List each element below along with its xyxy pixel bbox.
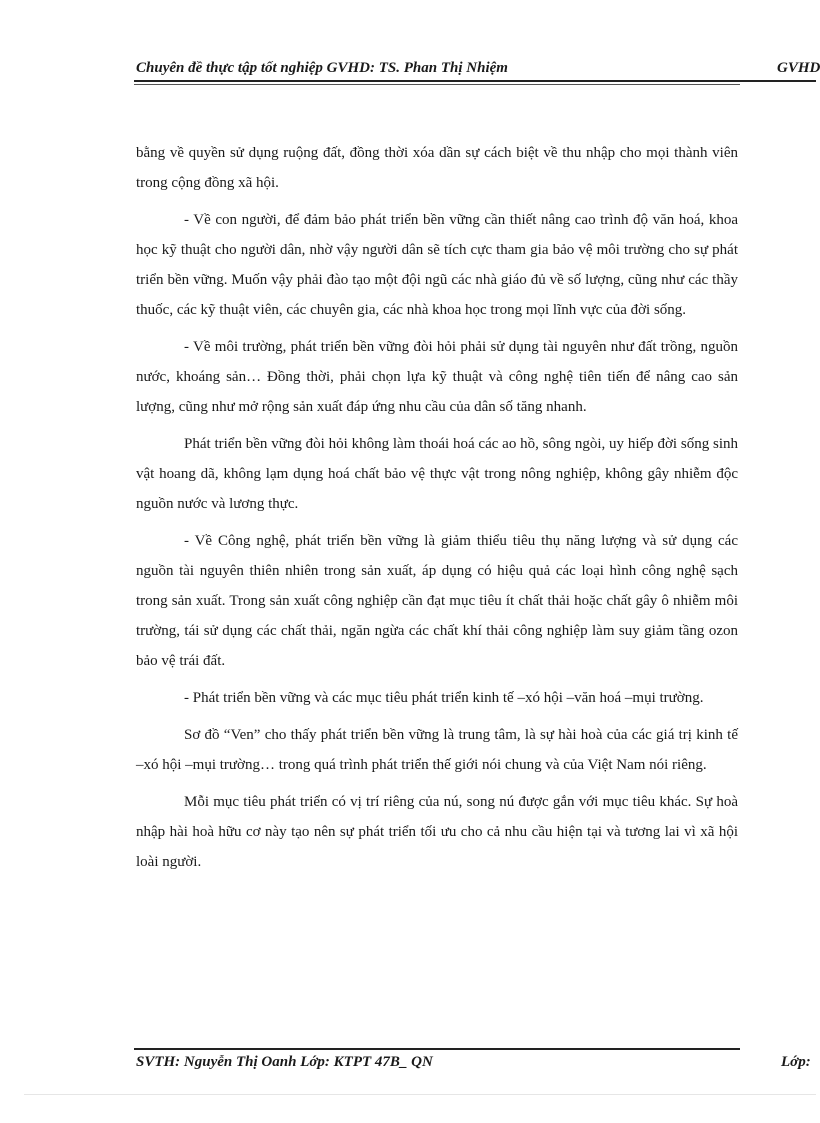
header-rule — [134, 80, 816, 82]
header-title: Chuyên đề thực tập tốt nghiệp GVHD: TS. Phan Thị Nhiệm — [136, 60, 508, 76]
paragraph: bằng về quyền sử dụng ruộng đất, đồng thời xóa dần sự cách biệt về thu nhập cho mọi thành viên trong cộng đồng xã hội. — [136, 145, 738, 191]
footer-right-text: Lớp: — [781, 1054, 811, 1070]
page-bottom-divider — [24, 1094, 816, 1095]
page-footer — [136, 1054, 816, 1076]
paragraph: Sơ đồ “Ven” cho thấy phát triển bền vững là trung tâm, là sự hài hoà của các giá trị kinh tế –xó hội –mụi trường… trong quá trình phát triển thế giới nói chung và của Việt Nam nói riêng. — [136, 727, 738, 773]
paragraph: - Về Công nghệ, phát triển bền vững là giảm thiểu tiêu thụ năng lượng và sử dụng các nguồn tài nguyên thiên nhiên trong sản xuất, áp dụng có hiệu quả các loại hình công nghệ sạch trong sản xuất. Trong sản xuất công nghiệp cần đạt mục tiêu ít chất thải hoặc chất gây ô nhiễm môi trường, tái sử dụng các chất thải, ngăn ngừa các chất khí thải công nghiệp làm suy giảm tầng ozon bảo vệ trái đất. — [136, 533, 738, 669]
paragraph: - Về môi trường, phát triển bền vững đòi hỏi phải sử dụng tài nguyên như đất trồng, nguồn nước, khoáng sản… Đồng thời, phải chọn lựa kỹ thuật và công nghệ tiên tiến để nâng cao sản lượng, cũng như mở rộng sản xuất đáp ứng nhu cầu của dân số tăng nhanh. — [136, 339, 738, 415]
footer-rule — [134, 1048, 740, 1050]
page-body — [136, 138, 738, 884]
page-header — [136, 60, 820, 82]
paragraph: Phát triển bền vững đòi hỏi không làm thoái hoá các ao hồ, sông ngòi, uy hiếp đời sống sinh vật hoang dã, không lạm dụng hoá chất bảo vệ thực vật trong nông nghiệp, không gây nhiễm độc nguồn nước và lương thực. — [136, 436, 738, 512]
header-right-text: GVHD — [777, 60, 820, 76]
paragraph: - Về con người, để đảm bảo phát triển bền vững cần thiết nâng cao trình độ văn hoá, khoa học kỹ thuật cho người dân, nhờ vậy người dân sẽ tích cực tham gia bảo vệ môi trường cho sự phát triển bền vững. Muốn vậy phải đào tạo một đội ngũ các nhà giáo đủ về số lượng, cũng như các thầy thuốc, các kỹ thuật viên, các chuyên gia, các nhà khoa học trong mọi lĩnh vực của đời sống. — [136, 212, 738, 318]
header-rule-thin — [134, 84, 740, 85]
paragraph: Mỗi mục tiêu phát triển có vị trí riêng của nú, song nú được gắn với mục tiêu khác. Sự hoà nhập hài hoà hữu cơ này tạo nên sự phát triển tối ưu cho cả nhu cầu hiện tại và tương lai vì xã hội loài người. — [136, 794, 738, 870]
paragraph: - Phát triển bền vững và các mục tiêu phát triển kinh tế –xó hội –văn hoá –mụi trường. — [184, 690, 704, 706]
footer-author: SVTH: Nguyễn Thị Oanh Lớp: KTPT 47B_ QN — [136, 1054, 433, 1070]
